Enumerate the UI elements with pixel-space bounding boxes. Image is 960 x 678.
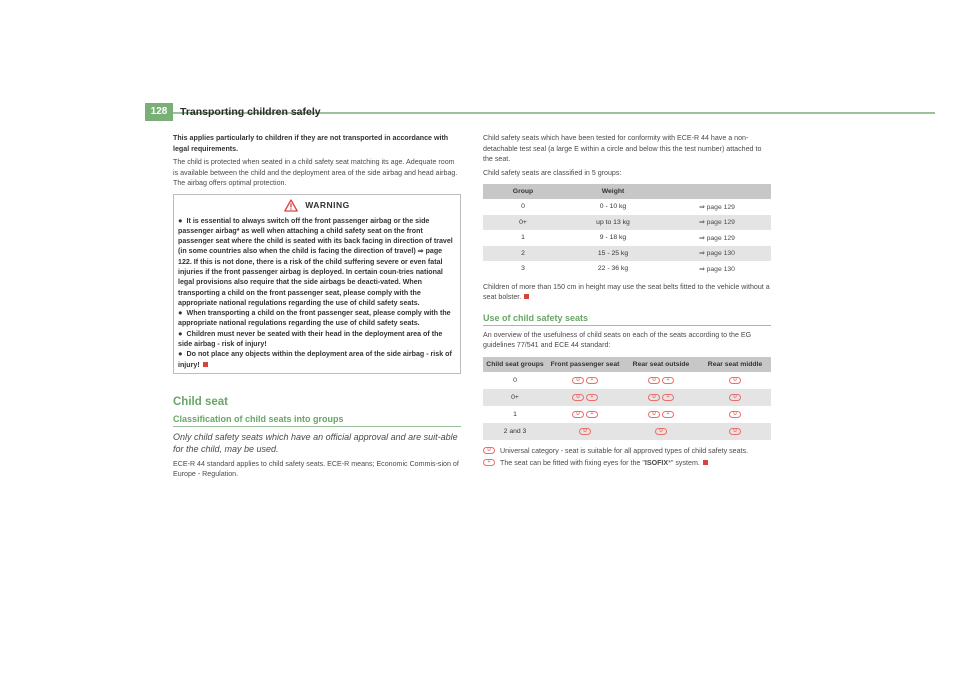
- page-reference-link[interactable]: ⇒ page 130: [663, 246, 771, 262]
- table-cell: [699, 406, 771, 423]
- legend-isofix-text-after: *" system.: [668, 458, 700, 467]
- table-row: [483, 215, 771, 231]
- bullet-icon: ●: [178, 308, 183, 318]
- universal-badge-icon: U: [729, 428, 741, 436]
- legend-universal: [483, 445, 771, 457]
- right-column: [483, 133, 771, 469]
- groups-intro-paragraph: Child safety seats are classified in 5 groups:: [483, 168, 622, 177]
- table-cell: 0: [513, 376, 517, 384]
- isofix-badge-icon: +: [662, 394, 674, 402]
- table-header: Weight: [563, 184, 663, 199]
- universal-badge-icon: U: [483, 447, 495, 455]
- table-row: [483, 389, 771, 406]
- table-row: [483, 423, 771, 440]
- table-cell: 22 - 36 kg: [597, 265, 629, 273]
- table-cell: [623, 406, 699, 423]
- page-number: 128: [145, 103, 173, 121]
- table-cell: [547, 406, 623, 423]
- universal-badge-icon: U: [655, 428, 667, 436]
- table-cell: up to 13 kg: [563, 215, 663, 231]
- table-cell: [547, 389, 623, 406]
- table-row: [483, 261, 771, 277]
- table-header: Rear seat middle: [699, 357, 771, 372]
- table-cell: 2: [483, 246, 563, 262]
- table-row: [483, 199, 771, 215]
- table-header: [663, 184, 771, 199]
- overview-paragraph: An overview of the usefulness of child seats on each of the seats according to the EG guidelines 77/541 and ECE 44 standard:: [483, 330, 752, 349]
- warning-box: [173, 194, 461, 374]
- table-cell: 15 - 25 kg: [563, 246, 663, 262]
- universal-badge-icon: U: [648, 411, 660, 419]
- isofix-badge-icon: +: [586, 394, 598, 402]
- end-mark-icon: [203, 362, 208, 367]
- table-cell: 0+: [483, 389, 547, 406]
- warning-item-text: When transporting a child on the front passenger seat, please comply with the appropriate national regulations regarding the use of child safety seats.: [178, 309, 451, 328]
- table-header: Child seat groups: [483, 357, 547, 372]
- table-cell: 1: [521, 234, 525, 242]
- isofix-badge-icon: +: [662, 377, 674, 385]
- table-cell: [623, 423, 699, 440]
- table-row: [483, 406, 771, 423]
- seat-belt-paragraph: [483, 282, 771, 303]
- universal-badge-icon: U: [572, 377, 584, 385]
- isofix-badge-icon: +: [662, 411, 674, 419]
- table-cell: [699, 423, 771, 440]
- table-row: [483, 230, 771, 246]
- universal-badge-icon: U: [648, 394, 660, 402]
- test-seal-paragraph: Child safety seats which have been tested for conformity with ECE-R 44 have a non-detachable test seal (a large E within a circle and below this the test number) attached to the seat.: [483, 134, 762, 163]
- subsection-title: Classification of child seats into groups: [173, 414, 461, 427]
- table-cell: [699, 372, 771, 389]
- universal-badge-icon: U: [572, 394, 584, 402]
- end-mark-icon: [524, 294, 529, 299]
- warning-item: [178, 329, 456, 350]
- isofix-term: ISOFIX: [644, 458, 669, 467]
- table-cell: 0 - 10 kg: [599, 203, 627, 211]
- universal-badge-icon: U: [729, 411, 741, 419]
- subsection-title: Use of child safety seats: [483, 313, 771, 326]
- section-title: Child seat: [173, 395, 228, 408]
- table-header: Rear seat outside: [623, 357, 699, 372]
- warning-item-text: Children must never be seated with their head in the deployment area of the side airbag - risk of injury!: [178, 329, 443, 349]
- table-cell: [699, 389, 771, 406]
- page-reference-link[interactable]: ⇒ page 129: [699, 234, 735, 242]
- table-cell: 3: [521, 265, 525, 273]
- lead-paragraph: Only child safety seats which have an official approval and are suit-able for the child, may be used.: [173, 431, 458, 454]
- page-title: Transporting children safely: [180, 106, 321, 118]
- table-cell: 0: [521, 203, 525, 211]
- table-cell: 2 and 3: [483, 423, 547, 440]
- warning-header: [178, 199, 456, 212]
- universal-badge-icon: U: [729, 394, 741, 402]
- usage-table: [483, 357, 771, 440]
- isofix-badge-icon: +: [586, 411, 598, 419]
- warning-item: [178, 216, 456, 309]
- seat-belt-text: Children of more than 150 cm in height may use the seat belts fitted to the vehicle without a seat bolster.: [483, 282, 770, 301]
- legend-isofix-text-before: The seat can be fitted with fixing eyes for the ": [500, 458, 645, 467]
- bullet-icon: ●: [178, 215, 183, 225]
- warning-item: [178, 349, 456, 370]
- table-cell: [547, 372, 623, 389]
- table-header: Front passenger seat: [547, 357, 623, 372]
- universal-badge-icon: U: [579, 428, 591, 436]
- table-cell: [623, 372, 699, 389]
- table-cell: [623, 389, 699, 406]
- warning-item: [178, 308, 456, 329]
- left-column: [173, 133, 461, 483]
- groups-table: [483, 184, 771, 277]
- warning-item-text: It is essential to always switch off the front passenger airbag or the side passenger airbag* as well when attaching a child safety seat on the front passenger seat where the child is seated with its back facing in direction of travel (in some countries also when the child is facing the direction of travel) ⇒ page 122. If this is not done, there is a risk of the child suffering severe or even fatal injuries if the front passenger airbag is deployed. In certain coun-tries national legal provisions also require that the side airbags be deacti-vated. When transporting a child on the front passenger seat, please comply with the appropriate national regulations regarding the use of child safety seats.: [178, 216, 453, 307]
- page-reference-link[interactable]: ⇒ page 130: [699, 265, 735, 273]
- warning-triangle-icon: [284, 199, 298, 212]
- page-reference-link[interactable]: ⇒ page 129: [663, 215, 771, 231]
- table-cell: 0+: [483, 215, 563, 231]
- page-reference-link[interactable]: ⇒ page 129: [699, 203, 735, 211]
- universal-badge-icon: U: [572, 411, 584, 419]
- table-cell: 1: [513, 410, 517, 418]
- table-row: [483, 246, 771, 262]
- warning-item-text: Do not place any objects within the deployment area of the side airbag - risk of injury!: [178, 350, 452, 369]
- universal-badge-icon: U: [729, 377, 741, 385]
- isofix-badge-icon: +: [586, 377, 598, 385]
- universal-badge-icon: U: [648, 377, 660, 385]
- warning-title: WARNING: [305, 200, 350, 210]
- end-mark-icon: [703, 460, 708, 465]
- bullet-icon: ●: [178, 349, 183, 359]
- ece-paragraph: ECE-R 44 standard applies to child safety seats. ECE-R means; Economic Commis-sion of Europe - Regulation.: [173, 459, 459, 479]
- table-cell: 9 - 18 kg: [599, 234, 627, 242]
- intro-paragraph: The child is protected when seated in a child safety seat matching its age. Adequate room is available between the child and the deployment area of the side airbag and head airbag. The airbag offers optimal protection.: [173, 158, 458, 187]
- intro-bold-paragraph: This applies particularly to children if they are not transported in accordance with legal requirements.: [173, 134, 449, 153]
- table-cell: [547, 423, 623, 440]
- legend-isofix: [483, 457, 771, 469]
- table-row: [483, 372, 771, 389]
- table-header: Group: [483, 184, 563, 199]
- isofix-badge-icon: +: [483, 459, 495, 467]
- bullet-icon: ●: [178, 328, 183, 338]
- legend-universal-text: Universal category - seat is suitable for all approved types of child safety seats.: [500, 446, 749, 455]
